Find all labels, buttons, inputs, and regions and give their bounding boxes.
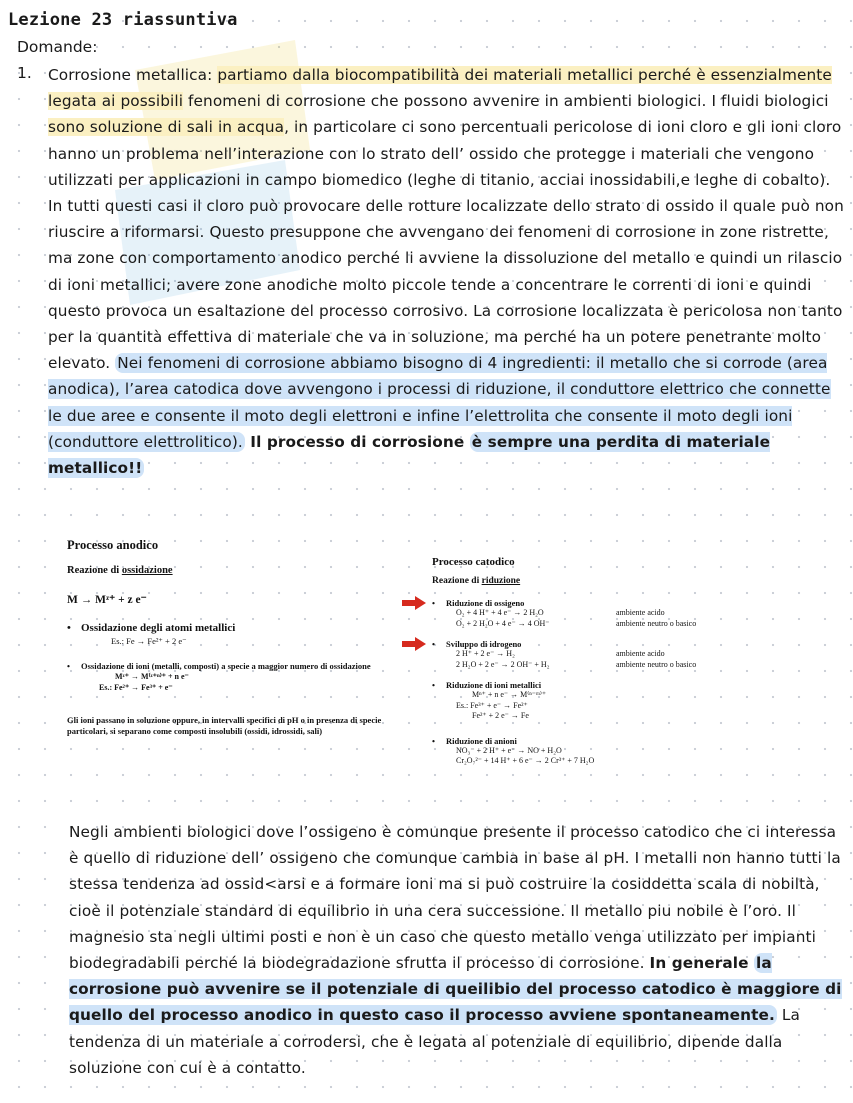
p1-s6: , in particolare ci sono percentuali pericolose di ioni cloro e gli ioni cloro hanno un problema nell’interazione con lo strato dell’ ossido che protegge i materiali che vengono utilizzati per applicazioni in campo biomedico (leghe di titanio, acciai inossidabili,e leghe di cobalto). In tutti questi casi il cloro può provocare delle rotture localizzate dello strato di ossido il quale può non riuscire a riformarsi. Questo presuppone che avvengano dei fenomeni di corrosione in zone ristrette, ma zone con comportamento anodico perché li avviene la dissoluzione del metallo e quindi un rilascio di ioni metallici; avere zone anodiche molto piccole tende a concentrare le correnti di ioni e quindi questo provoca un esaltazione del processo corrosivo. La corrosione localizzata è pericolosa non tanto per la quantità effettiva di materiale che va in soluzione, ma perché ha un potere penetrante molto elevato. [48, 118, 844, 373]
anodic-bullet-1-example: Es.: Fe → Fe²⁺ + 2 e⁻ [111, 636, 187, 646]
p1-s1: Corrosione metallica: [48, 66, 218, 84]
page-title: Lezione 23 riassuntiva [8, 10, 238, 30]
paragraph-corrosion [48, 62, 848, 481]
reactions-figure [62, 538, 832, 808]
list-number: 1. [17, 64, 32, 82]
highlight-metal-loss: è sempre una perdita di materiale metallico!! [48, 432, 771, 478]
highlight-ingredients: Nei fenomeni di corrosione abbiamo bisogno di 4 ingredienti: il metallo che si corrode (area anodica), l’area catodica dove avvengono i processi di riduzione, il conduttore elettrico che connette le due aree e consente il moto degli elettroni e infine l’elettrolita che consente il moto degli ioni (conduttore elettrolitico). [48, 354, 831, 451]
anodic-reaction-label: Reazione di ossidazione [67, 565, 173, 576]
cathodic-metal-ion-reduction: • Riduzione di ioni metallici [432, 680, 832, 690]
p1-s4: fenomeni di corrosione che possono avvenire in ambienti biologici. I fluidi biologici [183, 92, 829, 111]
anodic-bullet-1: • Ossidazione degli atomi metallici Es.: Fe → Fe²⁺ + 2 e⁻ [67, 622, 407, 647]
arrow-right-icon [402, 637, 426, 651]
paragraph-cathodic [69, 819, 849, 1081]
cathodic-hydrogen-evolution: • Sviluppo di idrogeno [432, 639, 832, 649]
highlight-spontaneous: la corrosione può avvenire se il potenziale di queilibio del processo catodico è maggiore di quello del processo anodico in questo caso il processo avviene spontaneamente. [69, 954, 842, 1025]
cathodic-reaction-label: Reazione di riduzione [432, 576, 521, 586]
cathodic-column: Processo catodico Reazione di riduzione • Riduzione di ossigeno O₂ + 4 H⁺ + 4 e⁻ → 2 H₂O ambiente acido O₂ + 2 H₂O + 4 e⁻ → 4 OH⁻ ambiente neutro o basico • Sviluppo di idrogeno 2 H⁺ + 2 e⁻ → H₂ ambiente acido 2 H₂O + 2 e⁻ → 2 OH⁻ + H₂ ambiente neutro o basico • Riduzione di ioni metallici Mⁿ⁺ + n e⁻ → M⁽ⁿ⁻ᵐ⁾⁺ Es.: Fe³⁺ + e⁻ → Fe²⁺ Fe²⁺ + 2 e⁻ → Fe • Riduzione di anioni NO₃⁻ + 2 H⁺ + e⁻ → NO + H₂O Cr₂O₇²⁻ + 14 H⁺ + 6 e⁻ → 2 Cr³⁺ + 7 H₂O [432, 556, 832, 767]
p1-s2: partiamo dalla biocompatibilità dei materiali metallici perché è essenzialmente legata [48, 66, 832, 111]
cathodic-title: Processo catodico [432, 556, 515, 568]
p2-s4: La tendenza di un materiale a corrodersi, che è legata al potenziale di equilibrio, dipende dalla soluzione con cui è a contatto. [69, 1006, 801, 1077]
p1-s5: sono soluzione di sali in acqua [48, 118, 285, 137]
anodic-note: Gli ioni passano in soluzione oppure, in intervalli specifici di pH o in presenza di specie particolari, si separano come composti insolubili (ossidi, idrossidi, sali) [67, 715, 382, 736]
anodic-main-equation: M → Mᶻ⁺ + z e⁻ [67, 594, 147, 606]
p2-s1: Negli ambienti biologici dove l’ossigeno è comunque presente il processo catodico che ci interessa è quello di riduzione dell’ ossigeno che comunque cambia in base al pH. I metalli non hanno tutti la stessa tendenza ad ossid<arsi e a formare ioni ma si può costruire la cosiddetta scala di nobiltà, cioè il potenziale standard di equilibrio in una cera successione. Il metallo piu nobile è l’oro. Il magnesio sta negli ultimi posti e non è un caso che questo metallo venga utilizzato per impianti biodegradabili perché la biodegradazione sfrutta il processo di corrosione. [69, 823, 841, 973]
anodic-column [67, 538, 407, 737]
p2-s2: In generale [649, 954, 755, 973]
arrow-right-icon [402, 596, 426, 610]
anodic-bullet-2: • Ossidazione di ioni (metalli, composti) a specie a maggior numero di ossidazione Mᶻ⁺ → M⁽ᶻ⁺ⁿ⁾⁺ + n e⁻ Es.: Fe²⁺ → Fe³⁺ + e⁻ [67, 661, 407, 693]
p1-s8: Il processo di corrosione [244, 432, 470, 451]
cathodic-anion-reduction: • Riduzione di anioni [432, 736, 832, 746]
anodic-title: Processo anodico [67, 538, 159, 552]
cathodic-oxygen-reduction: • Riduzione di ossigeno [432, 598, 832, 608]
section-subtitle: Domande: [17, 38, 98, 56]
p1-s3: ai possibili [101, 92, 184, 111]
